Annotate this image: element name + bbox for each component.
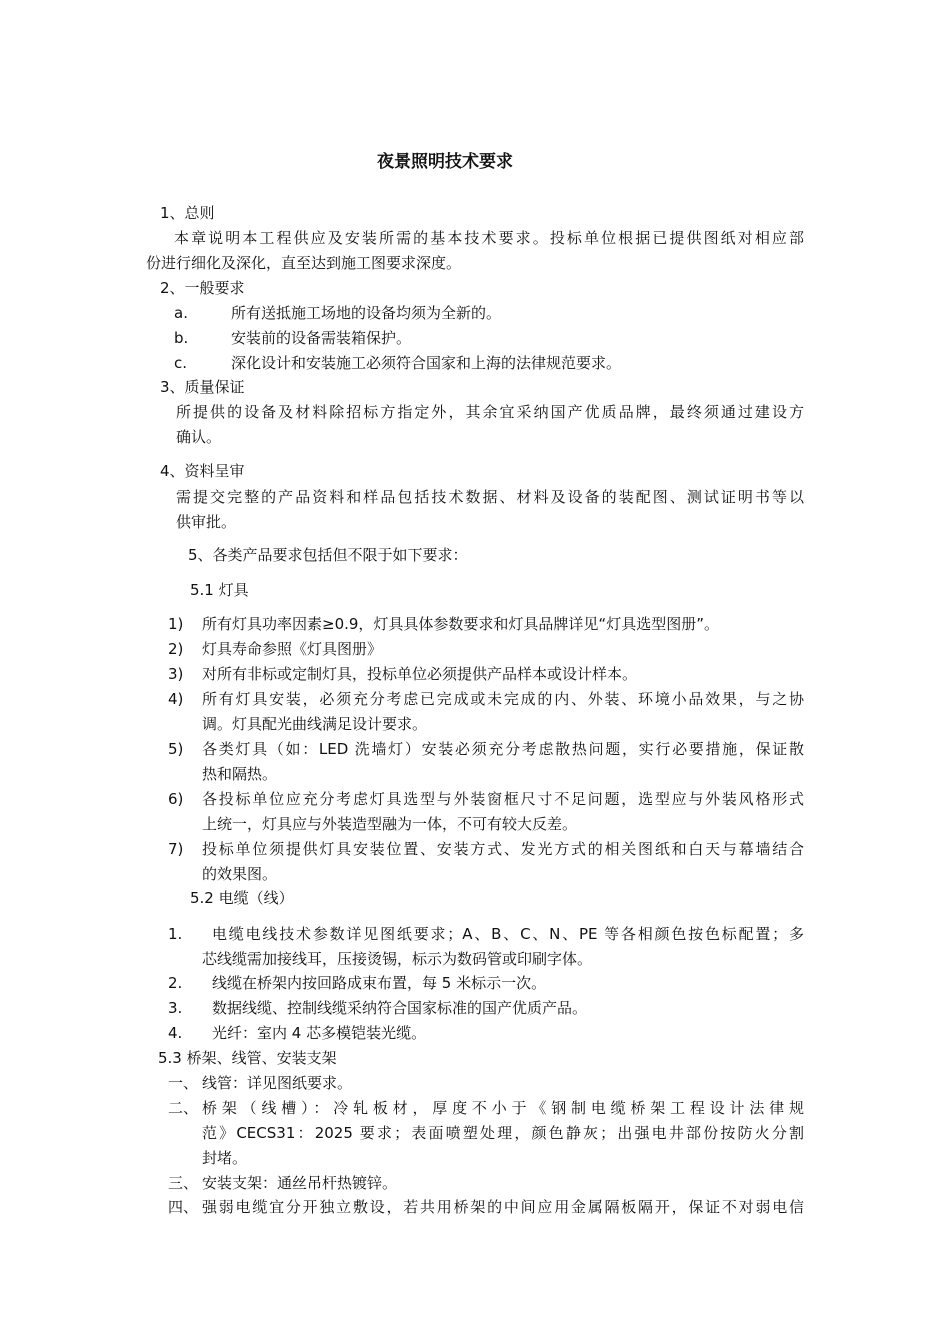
section-4-paragraph-line-1: 需提交完整的产品资料和样品包括技术数据、材料及设备的装配图、测试证明书等以	[176, 488, 804, 506]
lamp-item-marker: 5)	[168, 740, 184, 758]
tray-item-text: 线管：详见图纸要求。	[202, 1074, 353, 1092]
lamp-item-text: 灯具寿命参照《灯具图册》	[202, 640, 383, 658]
list-item-marker: c.	[174, 354, 188, 372]
cable-item-marker: 2.	[168, 974, 183, 992]
cable-item-marker: 4.	[168, 1024, 183, 1042]
lamp-item-marker: 3)	[168, 665, 184, 683]
lamp-item-text: 各投标单位应充分考虑灯具选型与外装窗框尺寸不足问题，选型应与外装风格形式	[202, 790, 804, 808]
tray-item-marker: 一、	[168, 1074, 199, 1092]
list-item-text: 深化设计和安装施工必须符合国家和上海的法律规范要求。	[231, 354, 622, 372]
lamp-item-text-continued: 的效果图。	[202, 865, 278, 883]
tray-item-text: 桥架（线槽）：冷轧板材，厚度不小于《钢制电缆桥架工程设计法律规	[202, 1099, 804, 1117]
lamp-item-marker: 1)	[168, 615, 184, 633]
subsection-5-1-heading: 5.1 灯具	[190, 581, 249, 599]
tray-item-marker: 二、	[168, 1099, 199, 1117]
section-5-heading: 5、各类产品要求包括但不限于如下要求：	[188, 546, 468, 564]
list-item-marker: b.	[174, 329, 189, 347]
cable-item-text-continued: 芯线缆需加接线耳，压接烫锡，标示为数码管或印刷字体。	[202, 950, 593, 968]
section-2-heading: 2、一般要求	[160, 279, 245, 297]
tray-item-marker: 四、	[168, 1198, 199, 1216]
lamp-item-marker: 4)	[168, 690, 184, 708]
subsection-5-3-heading: 5.3 桥架、线管、安装支架	[158, 1049, 337, 1067]
lamp-item-marker: 7)	[168, 840, 184, 858]
tray-item-text-continued: 范》CECS31：2025 要求；表面喷塑处理，颜色静灰；出强电井部份按防火分割	[202, 1124, 804, 1142]
lamp-item-text-continued: 调。灯具配光曲线满足设计要求。	[202, 715, 428, 733]
cable-item-marker: 1.	[168, 925, 183, 943]
lamp-item-text: 投标单位须提供灯具安装位置、安装方式、发光方式的相关图纸和白天与幕墙结合	[202, 840, 804, 858]
cable-item-text: 光纤：室内 4 芯多模铠装光缆。	[212, 1024, 427, 1042]
list-item-text: 所有送抵施工场地的设备均须为全新的。	[231, 304, 502, 322]
subsection-5-2-heading: 5.2 电缆（线）	[190, 889, 294, 907]
lamp-item-text-continued: 热和隔热。	[202, 765, 278, 783]
list-item-text: 安装前的设备需装箱保护。	[231, 329, 412, 347]
lamp-item-text: 所有灯具功率因素≥0.9，灯具具体参数要求和灯具品牌详见“灯具选型图册”。	[202, 615, 719, 633]
cable-item-text: 电缆电线技术参数详见图纸要求；A、B、C、N、PE 等各相颜色按色标配置；多	[212, 925, 804, 943]
section-3-heading: 3、质量保证	[160, 378, 245, 396]
section-1-paragraph-line-1: 本章说明本工程供应及安装所需的基本技术要求。投标单位根据已提供图纸对相应部	[174, 229, 804, 247]
section-4-heading: 4、资料呈审	[160, 462, 245, 480]
section-3-paragraph-line-2: 确认。	[176, 428, 222, 446]
page-title: 夜景照明技术要求	[377, 152, 513, 172]
lamp-item-text: 对所有非标或定制灯具，投标单位必须提供产品样本或设计样本。	[202, 665, 638, 683]
tray-item-text: 强弱电缆宜分开独立敷设，若共用桥架的中间应用金属隔板隔开，保证不对弱电信	[202, 1198, 804, 1216]
section-1-heading: 1、总则	[160, 204, 215, 222]
list-item-marker: a.	[174, 304, 188, 322]
tray-item-text: 安装支架：通丝吊杆热镀锌。	[202, 1174, 398, 1192]
tray-item-text-continued: 封堵。	[202, 1149, 248, 1167]
tray-item-marker: 三、	[168, 1174, 199, 1192]
lamp-item-text-continued: 上统一，灯具应与外装造型融为一体，不可有较大反差。	[202, 815, 578, 833]
cable-item-text: 线缆在桥架内按回路成束布置，每 5 米标示一次。	[212, 974, 547, 992]
cable-item-marker: 3.	[168, 999, 183, 1017]
lamp-item-text: 各类灯具（如：LED 洗墙灯）安装必须充分考虑散热问题，实行必要措施，保证散	[202, 740, 804, 758]
section-1-paragraph-line-2: 份进行细化及深化，直至达到施工图要求深度。	[146, 254, 462, 272]
section-3-paragraph-line-1: 所提供的设备及材料除招标方指定外，其余宜采纳国产优质品牌，最终须通过建设方	[176, 403, 804, 421]
cable-item-text: 数据线缆、控制线缆采纳符合国家标准的国产优质产品。	[212, 999, 588, 1017]
lamp-item-text: 所有灯具安装，必须充分考虑已完成或未完成的内、外装、环境小品效果，与之协	[202, 690, 804, 708]
lamp-item-marker: 2)	[168, 640, 184, 658]
section-4-paragraph-line-2: 供审批。	[176, 513, 237, 531]
lamp-item-marker: 6)	[168, 790, 184, 808]
